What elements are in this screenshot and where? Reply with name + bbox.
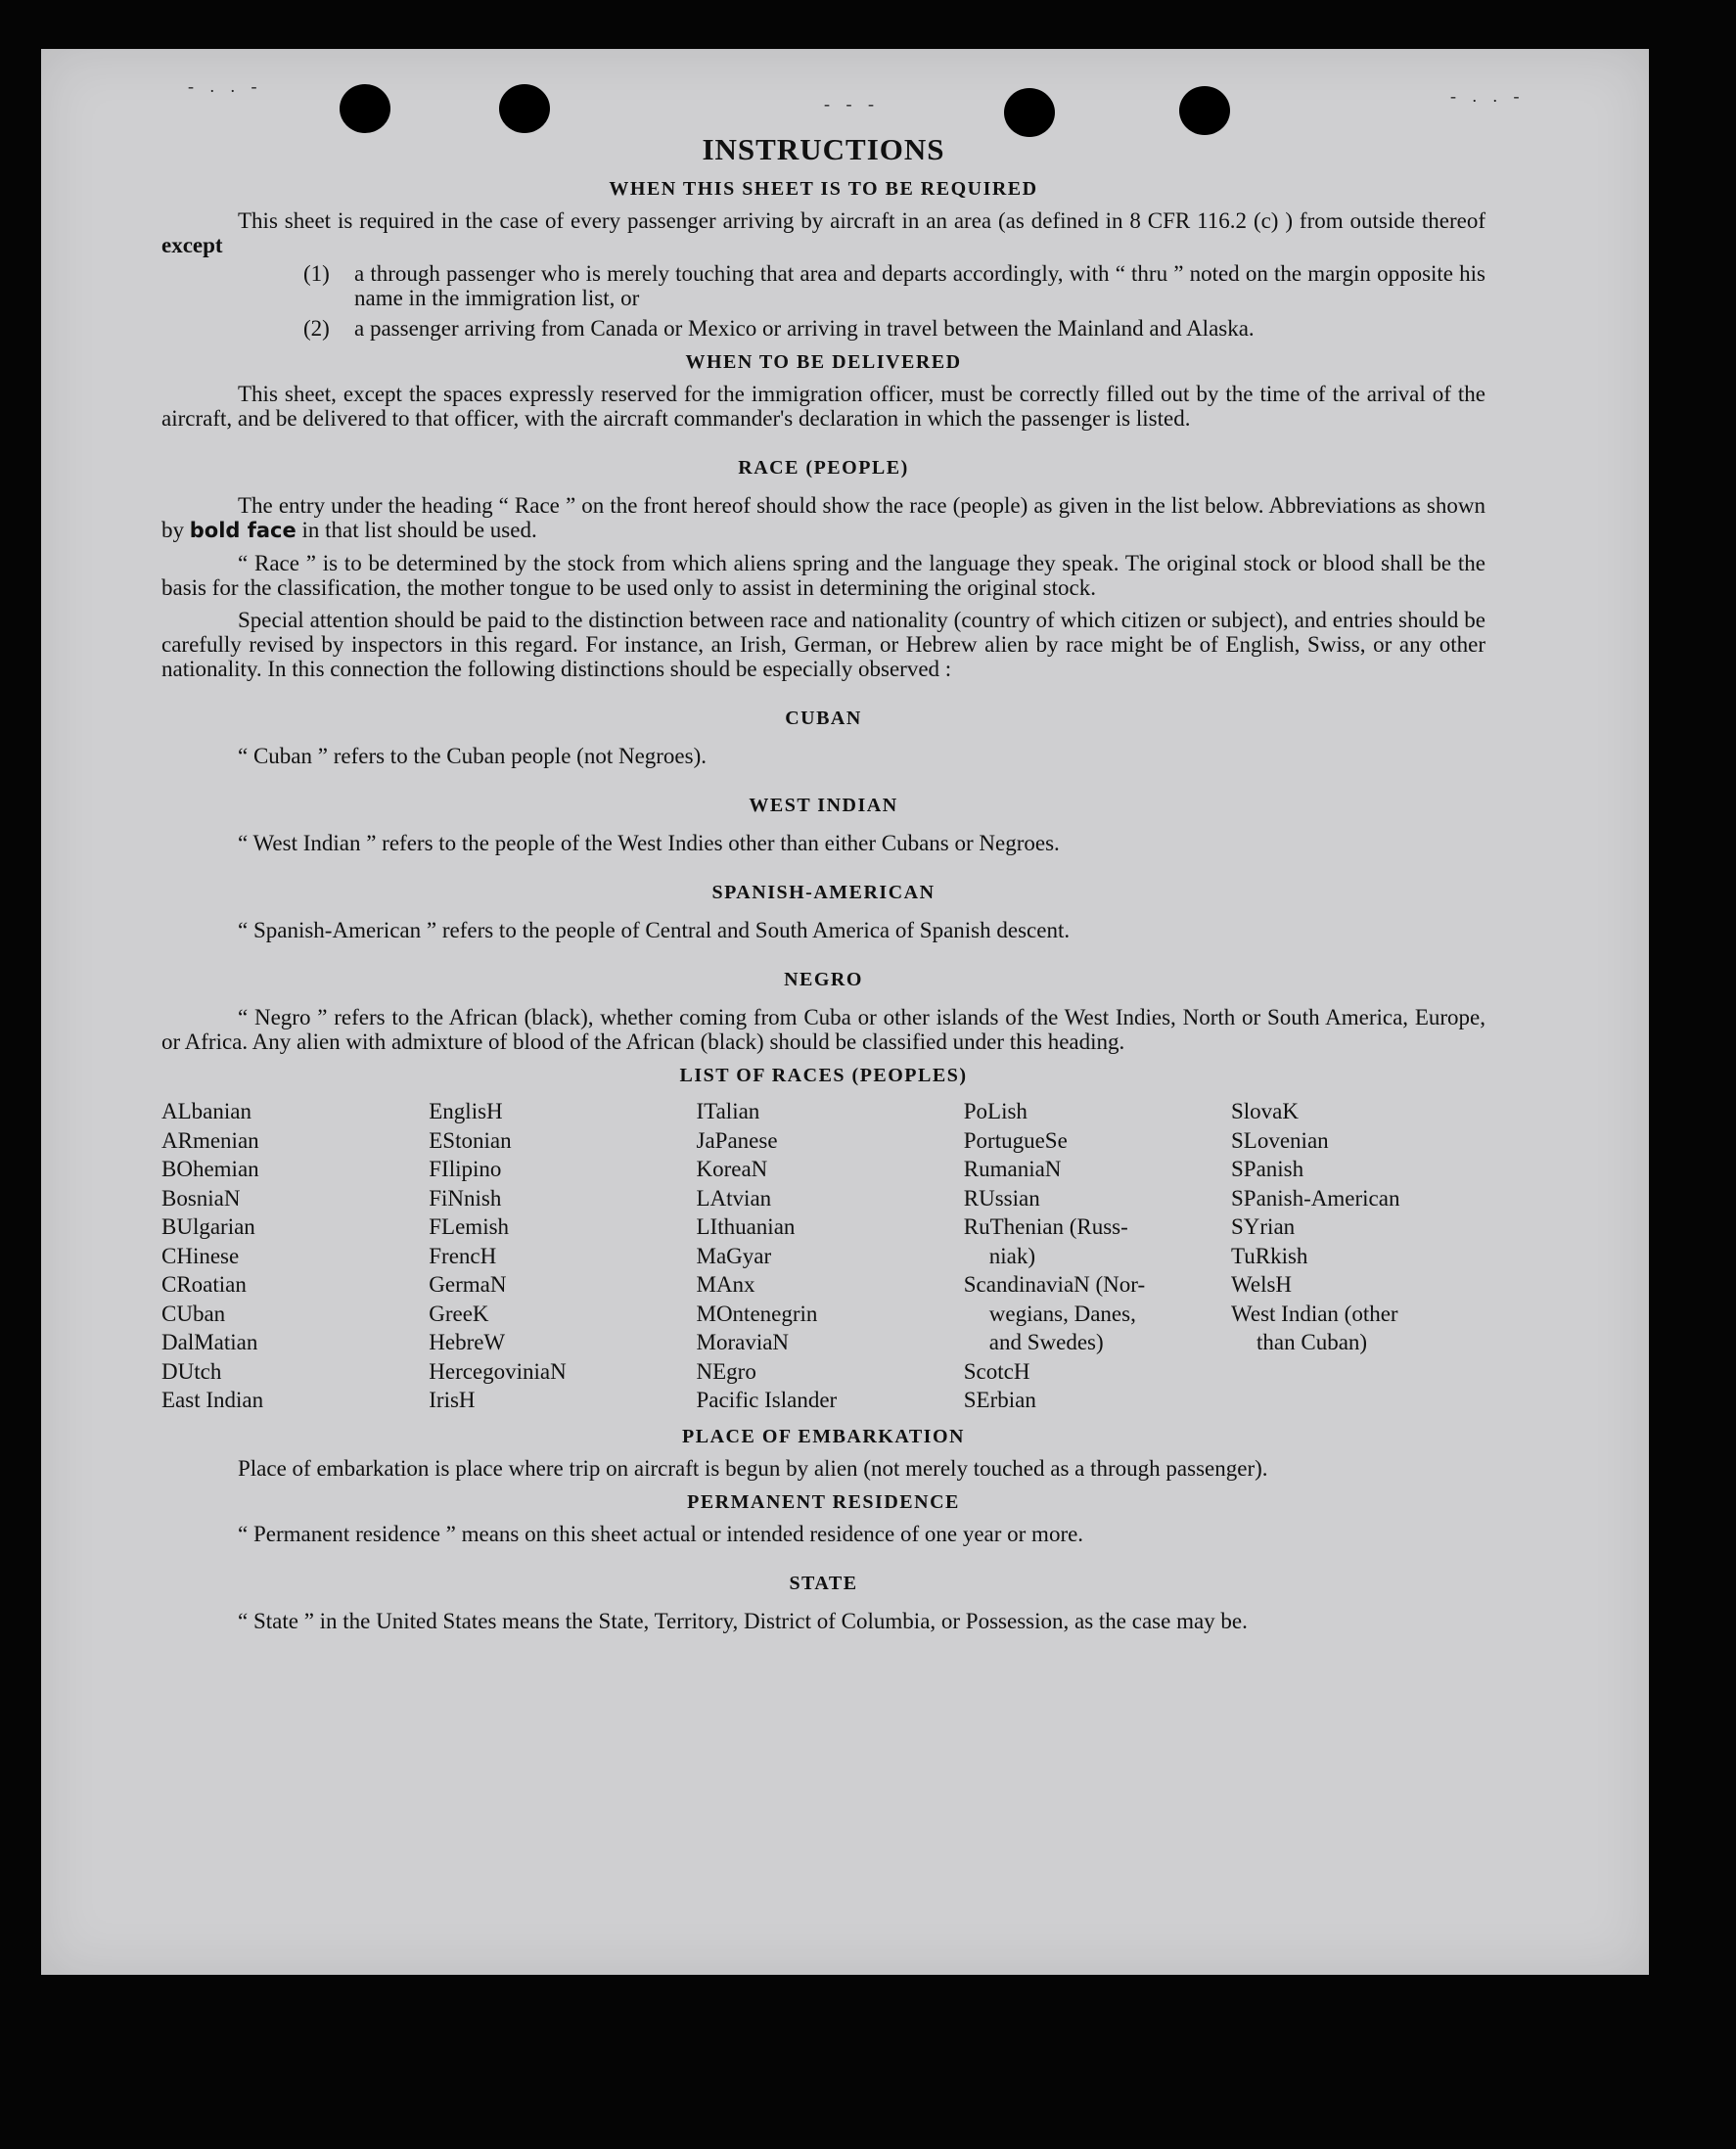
punch-hole-1 (340, 84, 390, 133)
heading-west-indian: WEST INDIAN (749, 795, 898, 816)
race-item: MoraviaN (696, 1330, 790, 1354)
race-item-continuation: and Swedes) (988, 1330, 1104, 1354)
race-item: West Indian (other (1231, 1301, 1398, 1326)
race-item: IrisH (429, 1388, 476, 1412)
heading-cuban: CUBAN (785, 708, 862, 729)
instructions-content (161, 132, 1485, 1637)
races-column-2 (429, 1097, 683, 1415)
heading-list-of-races: LIST OF RACES (PEOPLES) (679, 1065, 968, 1086)
race-item: DalMatian (161, 1330, 258, 1354)
race-item: KoreaN (696, 1157, 768, 1181)
west-indian-text: “ West Indian ” refers to the people of the West Indies other than either Cubans or Negroes. (238, 831, 1060, 855)
heading-race: RACE (PEOPLE) (738, 457, 909, 479)
race-p1-text-end: in that list should be used. (301, 518, 537, 542)
races-column-1 (161, 1097, 416, 1415)
race-item: BUlgarian (161, 1214, 255, 1239)
when-required-except: except (161, 233, 223, 257)
race-item: LIthuanian (696, 1214, 796, 1239)
race-item: SPanish (1231, 1157, 1304, 1181)
races-column-5 (1231, 1097, 1485, 1415)
race-item: MOntenegrin (696, 1301, 818, 1326)
race-item: GreeK (429, 1301, 489, 1326)
exception-item (303, 316, 1485, 341)
scan-specks: - . . - (188, 76, 263, 96)
race-item: WelsH (1231, 1272, 1293, 1297)
exception-item (303, 261, 1485, 310)
race-item: PortugueSe (963, 1127, 1068, 1153)
race-item: CRoatian (161, 1272, 247, 1297)
race-item: SLovenian (1231, 1127, 1329, 1153)
race-item: HercegoviniaN (429, 1358, 567, 1384)
race-item: CUban (161, 1301, 226, 1326)
race-item: FiNnish (429, 1185, 502, 1211)
race-item: PoLish (963, 1099, 1028, 1123)
races-list (161, 1097, 1485, 1415)
race-item: SPanish-American (1231, 1185, 1400, 1211)
heading-permanent-residence: PERMANENT RESIDENCE (687, 1490, 960, 1513)
punch-hole-3 (1004, 88, 1055, 137)
heading-state: STATE (789, 1572, 858, 1594)
race-item: ARmenian (161, 1127, 259, 1153)
race-item: ALbanian (161, 1099, 251, 1123)
race-item: MaGyar (696, 1243, 772, 1268)
race-item: BosniaN (161, 1185, 241, 1211)
race-paragraph-1 (161, 493, 1485, 543)
exception-number: (2) (303, 316, 330, 341)
permanent-residence-text: “ Permanent residence ” means on this sheet actual or intended residence of one year or more. (238, 1521, 1084, 1546)
race-item: HebreW (429, 1330, 506, 1354)
embarkation-text: Place of embarkation is place where trip on aircraft is begun by alien (not merely touched as a through passenger). (238, 1455, 1268, 1481)
race-item: Pacific Islander (696, 1388, 838, 1412)
race-item: LAtvian (696, 1185, 772, 1211)
race-item: ScotcH (963, 1358, 1030, 1384)
race-item: GermaN (429, 1272, 507, 1297)
when-delivered-text: This sheet, except the spaces expressly reserved for the immigration officer, must be correctly filled out by the time of the arrival of the aircraft, and be delivered to that officer, with the aircraft commander's declaration in which the passenger is listed. (161, 382, 1485, 431)
cuban-text: “ Cuban ” refers to the Cuban people (not Negroes). (238, 744, 708, 768)
race-item-continuation: wegians, Danes, (988, 1301, 1136, 1326)
race-item: EnglisH (429, 1099, 503, 1123)
race-item-continuation: than Cuban) (1256, 1330, 1368, 1354)
race-item: NEgro (696, 1358, 756, 1384)
race-paragraph-2: “ Race ” is to be determined by the stock from which aliens spring and the language they speak. The original stock or blood shall be the basis for the classification, the mother tongue to be used only to assist in determining the original stock. (161, 551, 1485, 600)
heading-embarkation: PLACE OF EMBARKATION (682, 1425, 965, 1447)
race-item-continuation: niak) (988, 1243, 1036, 1268)
race-p1-text: The entry under the heading “ Race ” on the front hereof should show the race (people) as given in the list below. Abbreviations as shown by (161, 493, 1485, 542)
heading-negro: NEGRO (784, 969, 863, 990)
race-item: RuThenian (Russ- (963, 1214, 1128, 1239)
scan-specks: - - - (824, 94, 880, 114)
page-title: INSTRUCTIONS (702, 132, 945, 166)
race-item: ScandinaviaN (Nor- (963, 1272, 1146, 1297)
race-item: TuRkish (1231, 1243, 1308, 1268)
race-item: DUtch (161, 1358, 222, 1384)
race-item: BOhemian (161, 1157, 259, 1181)
exception-text: a through passenger who is merely touching that area and departs accordingly, with “ thru ” noted on the margin opposite his name in the immigration list, or (354, 261, 1485, 310)
race-item: East Indian (161, 1388, 264, 1412)
scan-specks: - . . - (1450, 86, 1526, 106)
races-column-4 (964, 1097, 1218, 1415)
race-bold-face: bold face (189, 519, 297, 542)
negro-text: “ Negro ” refers to the African (black), whether coming from Cuba or other islands of the West Indies, North or South America, Europe, or Africa. Any alien with admixture of blood of the African (black) should be classified under this heading. (161, 1005, 1485, 1054)
exception-text: a passenger arriving from Canada or Mexico or arriving in travel between the Mainland and Alaska. (354, 316, 1255, 341)
spanish-american-text: “ Spanish-American ” refers to the people of Central and South America of Spanish descent. (238, 918, 1071, 942)
heading-when-required: WHEN THIS SHEET IS TO BE REQUIRED (609, 178, 1038, 200)
race-item: ITalian (696, 1099, 760, 1123)
race-item: EStonian (429, 1127, 512, 1153)
punch-hole-2 (499, 84, 550, 133)
state-text: “ State ” in the United States means the State, Territory, District of Columbia, or Possession, as the case may be. (238, 1608, 1248, 1633)
when-required-intro-text: This sheet is required in the case of every passenger arriving by aircraft in an area (as defined in 8 CFR 116.2 (c) ) from outside thereof (238, 208, 1485, 233)
race-item: SYrian (1231, 1214, 1296, 1239)
heading-when-delivered: WHEN TO BE DELIVERED (685, 351, 962, 373)
race-item: SErbian (963, 1388, 1036, 1412)
race-paragraph-3: Special attention should be paid to the distinction between race and nationality (country of which citizen or subject), and entries should be carefully revised by inspectors in this regard. For instance, an Irish, German, or Hebrew alien by race might be of English, Swiss, or any other nationality. In this connection the following distinctions should be especially observed : (161, 608, 1485, 681)
races-column-3 (697, 1097, 951, 1415)
race-item: CHinese (161, 1243, 240, 1268)
race-item: SlovaK (1231, 1099, 1299, 1123)
race-item: RUssian (963, 1185, 1040, 1211)
heading-spanish-american: SPANISH-AMERICAN (711, 882, 936, 903)
when-required-intro (161, 208, 1485, 257)
punch-hole-4 (1179, 86, 1230, 135)
exception-number: (1) (303, 261, 330, 286)
race-item: RumaniaN (963, 1157, 1062, 1181)
race-item: FrencH (429, 1243, 497, 1268)
race-item: JaPanese (696, 1127, 778, 1153)
race-item: MAnx (696, 1272, 755, 1297)
race-item: FLemish (429, 1214, 510, 1239)
race-item: FIlipino (429, 1157, 502, 1181)
